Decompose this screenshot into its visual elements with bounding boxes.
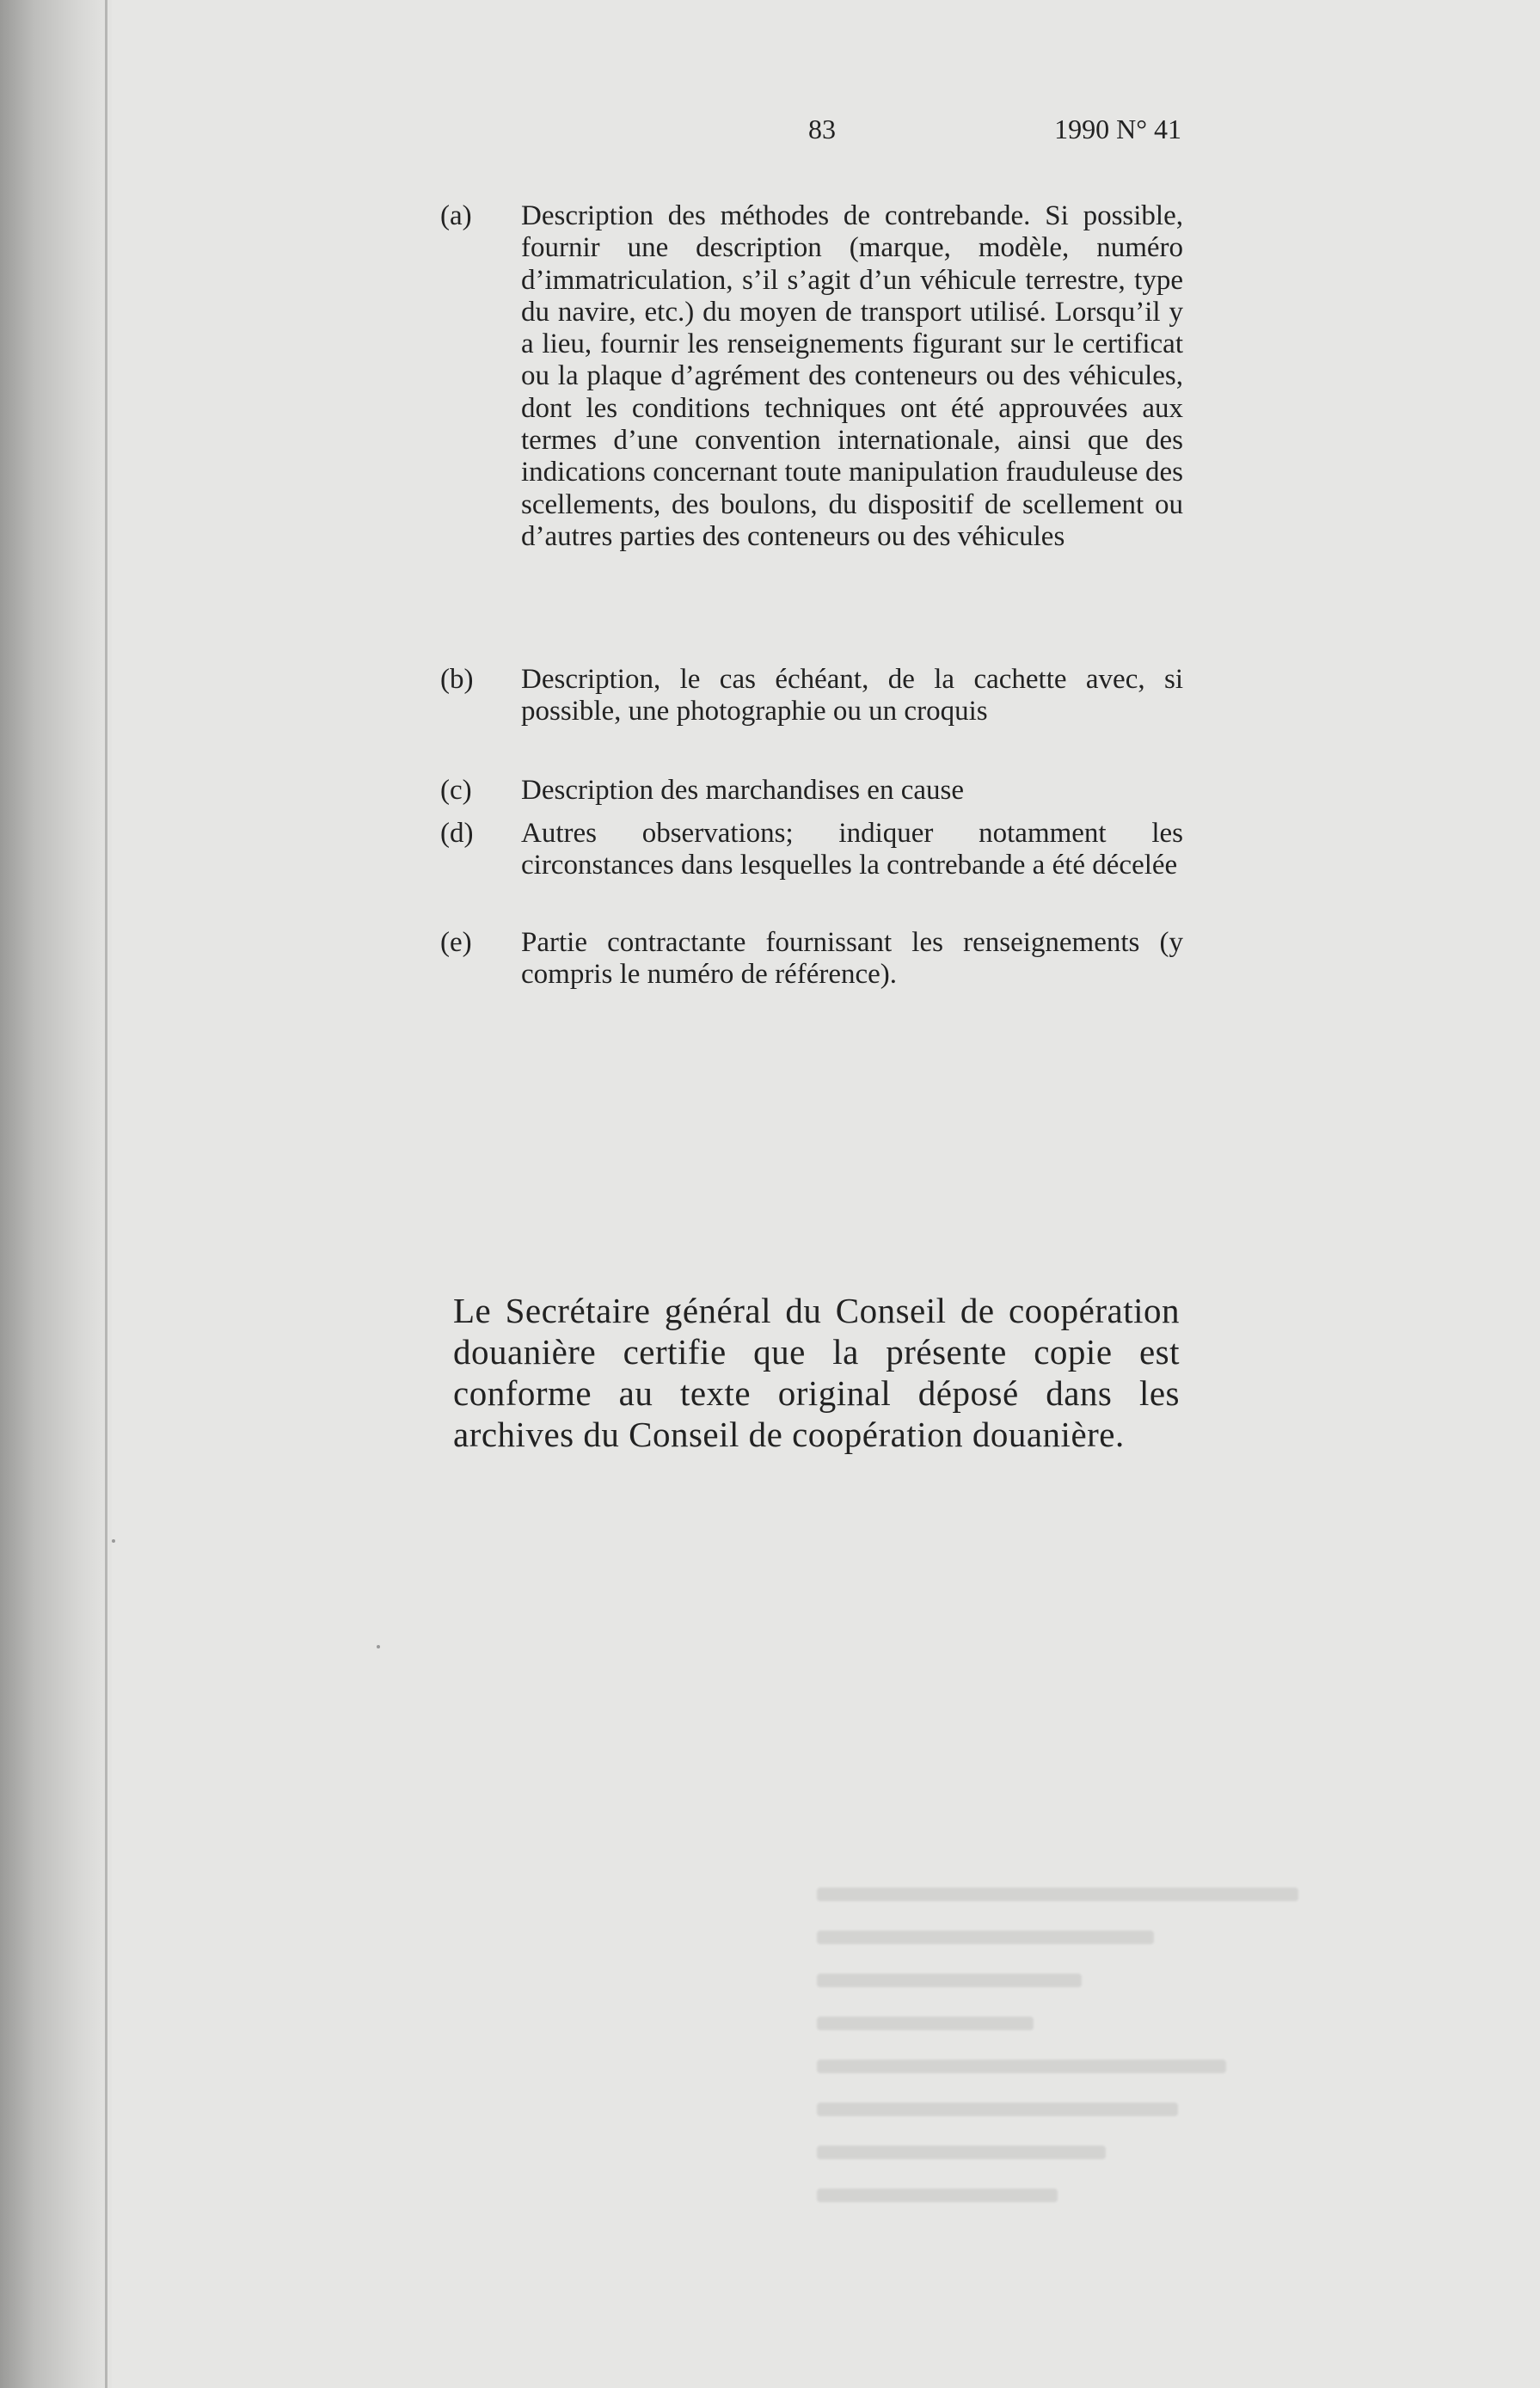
- page-number: 83: [808, 114, 836, 144]
- entry-label: (b): [440, 664, 474, 695]
- paper-speck: [112, 1539, 115, 1543]
- page-binding-shadow: [0, 0, 112, 2388]
- entry-text: Description, le cas échéant, de la cachette avec, si possible, une photographie ou un croquis: [521, 664, 1183, 727]
- entry-label: (e): [440, 927, 472, 958]
- certification-statement: Le Secrétaire général du Conseil de coopération douanière certifie que la présente copie est conforme au texte original déposé dans les archives du Conseil de coopération douanière.: [453, 1291, 1180, 1454]
- binding-edge-line: [105, 0, 107, 2388]
- document-reference: 1990 N° 41: [1054, 114, 1181, 144]
- entry-text: Description des méthodes de contrebande. Si possible, fournir une description (marque, modèle, numéro d’immatriculation, s’il s’agit d’un véhicule terrestre, type du navire, etc.) du moyen de transport utilisé. Lorsqu’il y a lieu, fournir les renseignements figurant sur le certificat ou la plaque d’agrément des conteneurs ou des véhicules, dont les conditions techniques ont été approuvées aux termes d’une convention internationale, ainsi que des indications concernant toute manipulation frauduleuse des scellements, des boulons, du dispositif de scellement ou d’autres parties des conteneurs ou des véhicules: [521, 200, 1183, 552]
- entry-text: Autres observations; indiquer notamment les circonstances dans lesquelles la contrebande a été décelée: [521, 818, 1183, 881]
- entry-label: (d): [440, 818, 474, 849]
- entry-label: (a): [440, 200, 472, 231]
- page-header: [774, 114, 1187, 152]
- entry-label: (c): [440, 775, 472, 806]
- show-through-text: [817, 1888, 1298, 2249]
- paper-speck: [377, 1645, 380, 1648]
- entry-text: Description des marchandises en cause: [521, 775, 964, 806]
- entry-text: Partie contractante fournissant les renseignements (y compris le numéro de référence).: [521, 927, 1183, 991]
